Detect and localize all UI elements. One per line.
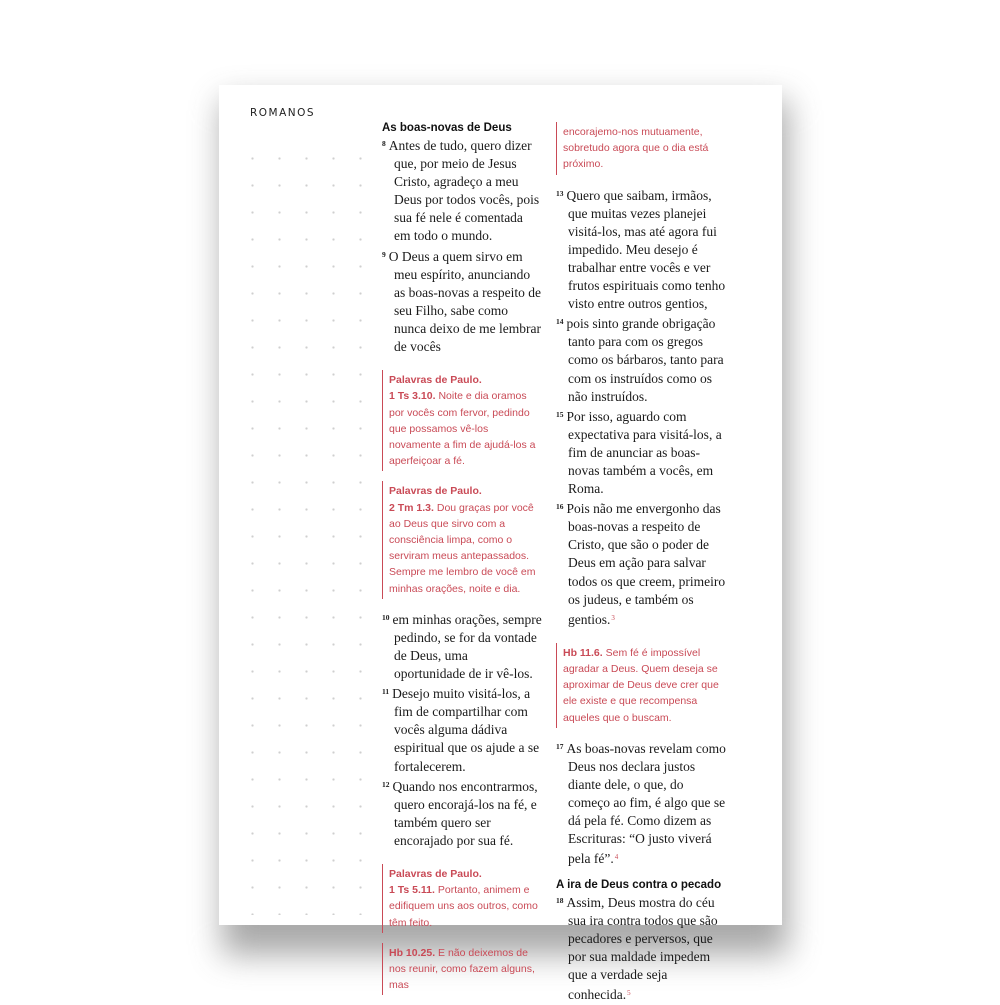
verse-10: $^{10}$ em minhas orações, sempre pedindo, se for da vontade de Deus, uma oportunidade de ir vê-los.	[382, 611, 542, 682]
verse-16: $^{16}$ Pois não me envergonho das boas-novas a respeito de Cristo, que são o poder de Deus em ação para salvar todos os que creem, primeiro os judeus, e também os gentios.$^3$	[556, 501, 726, 627]
verse-11: $^{11}$ Desejo muito visitá-los, a fim de compartilhar com vocês alguma dádiva espiritual que os ajude a se fortalecerem.	[382, 686, 540, 774]
book-header: ROMANOS	[250, 107, 316, 119]
cross-reference-note: Palavras de Paulo. 1 Ts 5.11. Portanto, animem e edifiquem uns aos outros, como têm feito.	[382, 864, 542, 933]
cross-reference-note: Hb 11.6. Sem fé é impossível agradar a Deus. Quem deseja se aproximar de Deus deve crer que ele existe e que recompensa aqueles que o buscam.	[556, 643, 728, 728]
verse-12: $^{12}$ Quando nos encontrarmos, quero encorajá-los na fé, e também quero ser encorajado por sua fé.	[382, 778, 538, 848]
cross-reference-note: Hb 10.25. E não deixemos de nos reunir, como fazem alguns, mas	[382, 943, 542, 996]
verse-14: $^{14}$ pois sinto grande obrigação tanto para com os gregos como os bárbaros, tanto para com os instruídos como os não instruídos.	[556, 316, 724, 404]
footnote-marker: 4	[614, 853, 619, 862]
verse-13: $^{13}$ Quero que saibam, irmãos, que muitas vezes planejei visitá-los, mas até agora fui impedido. Meu desejo é trabalhar entre vocês e ver frutos espirituais como tenho visto entre outros gentios,	[556, 187, 726, 312]
verse-17: $^{17}$ As boas-novas revelam como Deus nos declara justos diante dele, o que, do começo ao fim, é algo que se dá pela fé. Como dizem as Escrituras: “O justo viverá pela fé”.$^4$	[556, 740, 726, 867]
section-heading: As boas-novas de Deus	[382, 122, 512, 134]
cross-reference-note: Palavras de Paulo. 2 Tm 1.3. Dou graças por você ao Deus que sirvo com a consciência limpa, como o serviram meus antepassados. Sempre me lembro de você em minhas orações, noite e dia.	[382, 481, 542, 598]
verse-9: $^9$ O Deus a quem sirvo em meu espírito, anunciando as boas-novas a respeito de seu Filho, sabe como nunca deixo de me lembrar de vocês	[382, 248, 541, 355]
verse-18: $^{18}$ Assim, Deus mostra do céu sua ira contra todos que são pecadores e perversos, que por sua maldade impedem que a verdade seja conhecida.$^5$	[556, 894, 718, 1002]
verse-8: $^8$ Antes de tudo, quero dizer que, por meio de Jesus Cristo, agradeço a meu Deus por todos vocês, pois sua fé nele é comentada em todo o mundo.	[382, 138, 540, 244]
bible-page	[219, 85, 782, 1002]
right-column	[556, 122, 728, 1004]
verse-15: $^{15}$ Por isso, aguardo com expectativa para visitá-los, a fim de anunciar as boas-novas também a vocês, em Roma.	[556, 408, 722, 497]
footnote-marker: 3	[611, 613, 615, 622]
footnote-marker: 5	[627, 989, 631, 997]
cross-reference-note: encorajemo-nos mutuamente, sobretudo agora que o dia está próximo.	[556, 122, 728, 175]
section-heading: A ira de Deus contra o pecado	[556, 878, 722, 891]
cross-reference-note: Palavras de Paulo. 1 Ts 3.10. Noite e dia oramos por vocês com fervor, pedindo que possamos vê-los novamente a fim de ajudá-los a aperfeiçoar a fé.	[382, 370, 542, 471]
dot-grid-margin	[239, 145, 374, 915]
left-column	[382, 122, 542, 1005]
